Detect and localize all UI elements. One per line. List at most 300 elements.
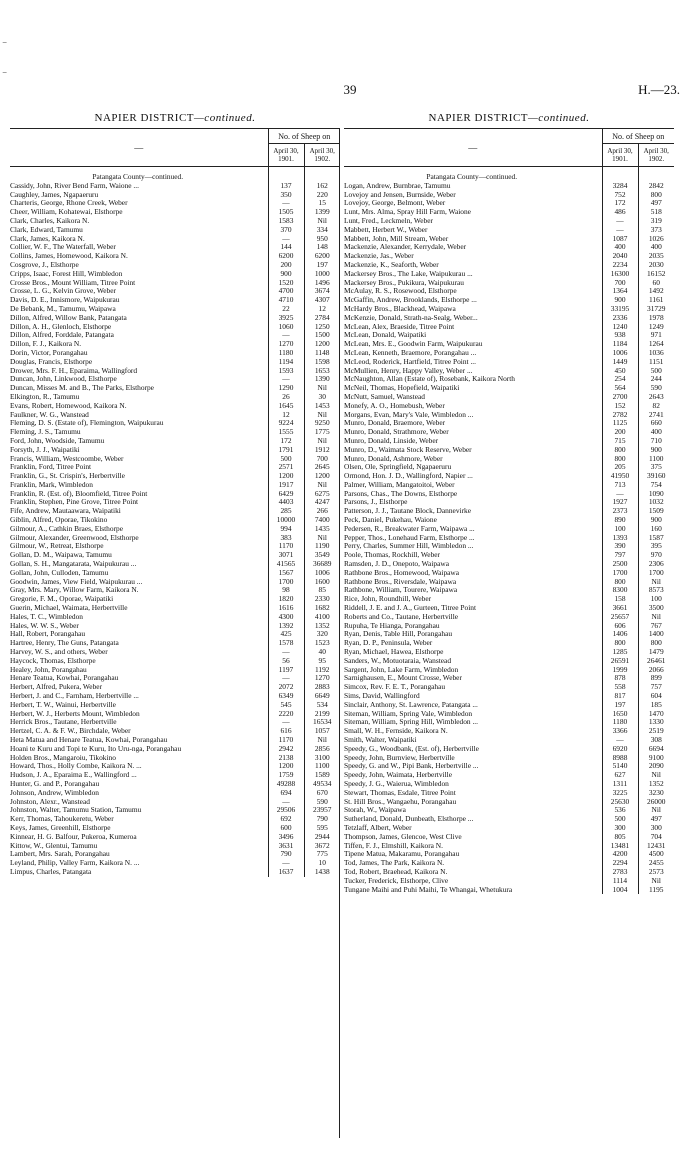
owner-entry: Kittow, W., Glentui, Tamumu [10,841,98,850]
sheep-1901: 49288 [268,780,304,789]
sheep-1902: Nil [651,770,661,780]
sheep-1902: 2330 [314,594,330,604]
owner-entry: Herbert, T. W., Wainui, Herbertville [10,700,116,709]
sheep-1901: 564 [602,384,638,393]
sheep-1901: 486 [602,208,638,217]
owner-entry: Johnson, Andrew, Wimbledon [10,788,99,797]
sheep-1902: 6275 [314,488,330,498]
sheep-1902: 1100 [648,453,664,463]
sheep-1902: 1400 [648,629,664,639]
table-row [10,666,340,675]
sheep-1902: 1190 [314,541,330,551]
sheep-1902: 500 [650,365,662,375]
left-column [10,108,340,877]
sheep-1901: — [268,331,304,340]
sheep-1902: 9250 [314,418,330,428]
sheep-1901: 5140 [602,762,638,771]
sheep-1902: 899 [650,673,662,683]
sheep-1902: 400 [650,242,662,252]
owner-entry: Clark, James, Kaikora N. [10,234,85,243]
owner-entry: Simcox, Rev. F. E. T., Porangahau [344,683,446,692]
sheep-1901: 800 [602,639,638,648]
sheep-1902: 2519 [648,726,664,736]
sheep-1901: 805 [602,833,638,842]
owner-entry: Gray, Mrs. Mary, Willow Farm, Kaikora N. [10,586,139,595]
sheep-1901: 172 [268,437,304,446]
sheep-1902: 534 [316,699,328,709]
column-divider [339,128,340,1138]
sheep-1902: 12 [318,303,326,313]
page-number: 39 [343,82,357,97]
sheep-1902: 1192 [314,664,330,674]
owner-entry: Sims, David, Wallingford [344,692,420,701]
sheep-1901: 41950 [602,472,638,481]
table-row [344,727,674,736]
sheep-1902: 1500 [314,330,330,340]
owner-entry: Dillon, F. J., Kaikora N. [10,340,82,349]
sheep-1901: — [268,235,304,244]
sheep-1902: 660 [650,418,662,428]
sheep-1901: 3284 [602,182,638,191]
sheep-1901: 13481 [602,842,638,851]
sheep-1902: 26000 [647,796,666,806]
sheep-1901: 3496 [268,833,304,842]
sheep-1902: 1912 [314,444,330,454]
district-title [10,108,340,128]
sheep-1901: 2336 [602,314,638,323]
sheep-1902: 970 [650,550,662,560]
sheep-1901: 2782 [602,411,638,420]
owner-entry: Herbert, W. J., Herberts Mount, Wimbledon [10,709,140,718]
sheep-1902: 1978 [648,312,664,322]
owner-entry: Lunt, Fred., Leckmeln, Weber [344,216,433,225]
sheep-1901: 4710 [268,296,304,305]
owner-entry: Dillon, Alfred, Willow Bank, Patangata [10,313,127,322]
owner-entry: Lambert, Mrs. Sarah, Porangahau [10,850,110,859]
sheep-1902: 767 [650,620,662,630]
owner-entry: Olsen, Ole, Springfield, Ngapaeruru [344,463,452,472]
sheep-1901: 2072 [268,683,304,692]
sheep-1901: 1820 [268,595,304,604]
sheep-1901: 350 [268,191,304,200]
sheep-1902: Nil [317,532,327,542]
sheep-1901: 1791 [268,446,304,455]
sheep-1902: 1270 [314,673,330,683]
sheep-1902: 1148 [314,347,330,357]
sheep-1902: Nil [317,735,327,744]
owner-entry: Lovejoy and Jensen, Burnside, Weber [344,190,456,199]
sheep-1901: 100 [602,525,638,534]
owner-entry: Herbert, Alfred, Pukera, Weber [10,683,103,692]
sheep-1901: 26 [268,393,304,402]
owner-entry: Franklin, Stephen, Pine Grove, Titree Point [10,498,139,507]
sheep-1902: 700 [316,453,328,463]
sheep-1901: 254 [602,375,638,384]
owner-entry: Gilmour, A., Cathkin Braes, Elsthorpe [10,524,124,533]
owner-entry: Duncan, Misses M. and B., The Parks, Elsthorpe [10,384,154,393]
owner-entry: Speedy, John, Burnview, Herbertville [344,753,455,762]
sheep-1902: 900 [650,444,662,454]
sheep-1901: 3631 [268,842,304,851]
table-row [344,217,674,226]
owner-entry: Tod, James, The Park, Kaikora N. [344,859,445,868]
owner-entry: Clark, Charles, Kaikora N. [10,216,90,225]
owner-entry: Hall, Robert, Porangahau [10,630,86,639]
district-title [344,108,674,128]
owner-entry: Gregorie, F. M., Oporae, Waipatiki [10,595,114,604]
sheep-1901: 4200 [602,850,638,859]
sheep-1902: 148 [316,242,328,252]
owner-entry: McGaffin, Andrew, Brooklands, Elsthorpe ... [344,296,477,305]
sheep-1901: 1578 [268,639,304,648]
owner-entry: Hertzel, C. A. & F. W., Birchdale, Weber [10,727,131,736]
owner-entry: Stewart, Thomas, Esdale, Titree Point [344,788,456,797]
sheep-1902: 6694 [648,743,664,753]
owner-entry: McAulay, R. S., Rosewood, Elsthorpe [344,287,457,296]
owner-entry: Siteman, William, Spring Hill, Wimbledon ... [344,718,479,727]
owner-entry: Giblin, Alfred, Oporae, Tikokino [10,516,108,525]
owner-entry: Limpus, Charles, Patangata [10,867,92,876]
sheep-1901: 2294 [602,859,638,868]
sheep-1901: 2220 [268,710,304,719]
owner-entry: Munro, Donald, Braemore, Weber [344,419,446,428]
sheep-1902: 2030 [648,259,664,269]
sheep-1902: 10 [318,858,326,868]
sheep-1901: 800 [602,446,638,455]
sheep-1902: 2741 [648,409,664,419]
sheep-1901: 1759 [268,771,304,780]
sheep-1902: 2573 [648,866,664,876]
sheep-1902: 400 [650,427,662,437]
owner-entry: Haycock, Thomas, Elsthorpe [10,656,96,665]
owner-entry: Monefy, A. O., Homebush, Weber [344,401,445,410]
sheep-1901: 16300 [602,270,638,279]
owner-entry: Riddell, J. E. and J. A., Gurteen, Titree Point [344,604,477,613]
sheep-1901: 2234 [602,261,638,270]
sheep-1901: 26591 [602,657,638,666]
table-row [10,384,340,393]
owner-entry: Drower, Mrs. F. H., Eparaima, Wallingford [10,366,138,375]
sheep-1901: 1200 [268,762,304,771]
table-row [10,648,340,657]
sheep-1902: 704 [650,831,662,841]
sheep-1901: 6429 [268,490,304,499]
owner-entry: Patterson, J. J., Tautane Block, Dannevirke [344,507,472,516]
sheep-1901: 3661 [602,604,638,613]
sheep-1901: 152 [602,402,638,411]
sheep-1901: 1290 [268,384,304,393]
sheep-1901: — [268,674,304,683]
owner-entry: Crosse, L. G., Kelvin Grove, Weber [10,287,116,296]
owner-entry: Herbert, J. and C., Farnham, Herbertville ... [10,692,139,701]
owner-entry: McLean, Alex, Braeside, Titree Point [344,322,455,331]
owner-entry: Cassidy, John, River Bend Farm, Waione ... [10,181,139,190]
owner-entry: Duncan, John, Linkwood, Elsthorpe [10,375,117,384]
table-row [10,789,340,798]
sheep-1902: 2883 [314,682,330,692]
owner-entry: Goodwin, James, View Field, Waipukurau ... [10,577,143,586]
sheep-1902: 800 [650,189,662,199]
owner-entry: Lunt, Mrs. Alma, Spray Hill Farm, Waione [344,208,471,217]
owner-entry: Tiffen, F. J., Elmshill, Kaikora N. [344,841,443,850]
sheep-1901: 205 [602,463,638,472]
sheep-1901: 900 [602,296,638,305]
sheep-1901: 10000 [268,516,304,525]
sheep-1902: 1523 [314,638,330,648]
owner-entry: Sargent, John, Lake Farm, Wimbledon [344,665,459,674]
owner-entry: Keys, James, Greenhill, Elsthorpe [10,823,111,832]
sheep-1901: 6920 [602,745,638,754]
sheep-1901: 1197 [268,666,304,675]
sheep-1902: 82 [652,400,660,410]
owner-entry: Johnston, Walter, Tamumu Station, Tamumu [10,806,142,815]
sheep-1902: 26461 [647,655,666,665]
owner-entry: Harvey, W. S., and others, Weber [10,648,108,657]
owner-entry: McLean, Mrs. E., Goodwin Farm, Waipukurau [344,340,483,349]
sheep-1901: 1060 [268,323,304,332]
sheep-1901: 1125 [602,419,638,428]
owner-entry: Gollan, D. M., Waipawa, Tamumu [10,551,112,560]
sheep-1902: 1352 [648,778,664,788]
sheep-1901: 400 [602,243,638,252]
sheep-1901: 800 [602,455,638,464]
sheep-1902: Nil [651,875,661,885]
sheep-1902: 8573 [648,585,664,595]
owner-entry: Johnston, Alexr., Wanstead [10,797,90,806]
sheep-1901: 450 [602,367,638,376]
sheep-1902: 3100 [314,752,330,762]
sheep-1901: — [268,718,304,727]
sheep-1902: 1682 [314,603,330,613]
sheep-1901: 606 [602,622,638,631]
owner-entry: Collins, James, Homewood, Kaikora N. [10,252,128,261]
owner-entry: McLean, Kenneth, Braemore, Porangahau ... [344,348,477,357]
sheep-1901: 2373 [602,507,638,516]
owner-entry: Fleming, D. S. (Estate of), Flemington, Waipukurau [10,419,164,428]
owner-entry: Roberts and Co., Tautane, Herbertville [344,612,459,621]
owner-entry: Gollan, S. H., Mangatarata, Waipukurau ... [10,560,137,569]
sheep-1901: 1449 [602,358,638,367]
owner-entry: Morgans, Evan, Mary's Vale, Wimbledon ... [344,410,474,419]
sheep-1901: — [268,648,304,657]
owner-entry: Speedy, J. G., Waierua, Wimbledon [344,779,449,788]
sheep-1902: Nil [317,435,327,445]
sheep-1902: Nil [317,409,327,419]
sheep-table [344,128,674,894]
owner-entry: Hoani te Kuru and Topi te Kuru, Ito Uru-nga, Porangahau [10,744,182,753]
owner-entry: Mabbett, John, Mill Stream, Weber [344,234,449,243]
sheep-1902: 4247 [314,497,330,507]
sheep-1901: 1392 [268,622,304,631]
sheep-1901: 8988 [602,754,638,763]
sheep-1901: 817 [602,692,638,701]
sheep-1902: 1470 [648,708,664,718]
sheep-1902: 1161 [648,295,664,305]
owner-entry: Munro, Donald, Linside, Weber [344,436,439,445]
owner-entry: Ryan, Michael, Hawea, Elsthorpe [344,648,444,657]
year-1902-header: April 30, 1902. [638,144,674,167]
sheep-1902: 1330 [648,717,664,727]
table-row [10,296,340,305]
sheep-1902: 1775 [314,427,330,437]
table-row [10,578,340,587]
owner-entry: Ryan, Denis, Table Hill, Porangahau [344,630,453,639]
owner-column-header: — [10,129,268,167]
sheep-1902: 1036 [648,347,664,357]
owner-entry: Gollan, John, Culloden, Tamumu [10,568,109,577]
owner-entry: Kinnear, H. G. Balfour, Pukeroa, Kumeroa [10,832,137,841]
sheep-1902: 16152 [647,268,666,278]
sheep-1902: 1399 [314,207,330,217]
sheep-1901: 22 [268,305,304,314]
sheep-1902: Nil [317,383,327,393]
sheep-1901: 41565 [268,560,304,569]
sheep-1902: 308 [650,735,662,744]
owner-entry: Thompson, James, Glencoe, West Clive [344,832,462,841]
sheep-1901: 390 [602,542,638,551]
sheep-1902: 595 [316,822,328,832]
sheep-1902: 2944 [314,831,330,841]
sheep-1902: 2199 [314,708,330,718]
owner-entry: Rathbone, William, Tourere, Waipawa [344,586,458,595]
sheep-1901: 3071 [268,551,304,560]
sheep-1902: 60 [652,277,660,287]
owner-column-header: — [344,129,602,167]
sheep-1901: 692 [268,815,304,824]
sheep-1901: 900 [268,270,304,279]
sheep-1902: 9100 [648,752,664,762]
owner-entry: Faulkner, W. G., Wanstead [10,410,89,419]
owner-entry: Tucker, Frederick, Elsthorpe, Clive [344,876,449,885]
sheep-1902: 604 [650,691,662,701]
right-column [344,108,674,894]
owner-entry: Small, W. H., Fernside, Kaikora N. [344,727,448,736]
sheep-1902: 2645 [314,462,330,472]
sheep-1901: 1505 [268,208,304,217]
owner-entry: Siteman, William, Spring Vale, Wimbledon [344,709,473,718]
owner-entry: Evans, Robert, Homewood, Kaikora N. [10,401,127,410]
owner-entry: Munro, Donald, Strathmore, Weber [344,428,449,437]
sheep-1901: 800 [602,578,638,587]
sheep-1901: 616 [268,727,304,736]
table-row [344,481,674,490]
sheep-1901: 2138 [268,754,304,763]
sheep-1902: 1026 [648,233,664,243]
district-title-main: NAPIER DISTRICT [428,112,529,124]
owner-entry: Dillon, Alfred, Forddale, Patangata [10,331,114,340]
sheep-1901: 1114 [602,877,638,886]
sheep-1902: Nil [651,576,661,586]
table-row [10,367,340,376]
sheep-1901: 1285 [602,648,638,657]
sheep-1902: 1700 [648,567,664,577]
sheep-1902: 162 [316,180,328,190]
sheep-1901: 383 [268,534,304,543]
table-row [10,710,340,719]
sheep-1901: 285 [268,507,304,516]
owner-entry: Tetzlaff, Albert, Weber [344,823,412,832]
sheep-1902: 790 [316,814,328,824]
owner-entry: Munro, Donald, Ashmore, Weber [344,454,443,463]
sheep-1901: 1393 [602,534,638,543]
sheep-1901: 2783 [602,868,638,877]
sheep-1901: 200 [268,261,304,270]
owner-entry: Charteris, George, Rhone Creek, Weber [10,199,128,208]
sheep-1902: 3500 [648,603,664,613]
owner-entry: Sarnighausen, E., Mount Crosse, Weber [344,674,462,683]
sheep-1901: 1200 [268,472,304,481]
sheep-1902: 1195 [648,884,664,894]
owner-entry: McNaughton, Allan (Estate of), Rosebank, Kaikora North [344,375,515,384]
sheep-1902: 23957 [313,805,332,815]
sheep-1902: 2643 [648,391,664,401]
margin-mark: ⁻ [2,40,8,51]
district-title-suffix: —continued. [194,112,256,124]
sheep-1901: 797 [602,551,638,560]
table-row [10,850,340,859]
owner-entry: Cheer, William, Kohatewai, Elsthorpe [10,208,123,217]
sheep-1902: 2856 [314,743,330,753]
sheep-count-header: No. of Sheep on [268,129,340,144]
sheep-1902: 31729 [647,303,666,313]
owner-entry: Guerin, Michael, Waimata, Herbertville [10,604,128,613]
owner-entry: Ramsden, J. D., Onepoto, Waipawa [344,560,449,569]
owner-entry: Forsyth, J. J., Waipatiki [10,445,80,454]
owner-entry: McKenzie, Donald, Strath-na-Sealg, Weber... [344,313,478,322]
sheep-1901: 3366 [602,727,638,736]
sheep-1901: 1180 [268,349,304,358]
sheep-1901: 1700 [602,569,638,578]
owner-entry: Ryan, D. P., Peninsula, Weber [344,639,433,648]
sheep-1901: 878 [602,674,638,683]
sheep-1902: 6200 [314,251,330,261]
page-reference: H.—23. [638,82,680,97]
sheep-1901: 1270 [268,340,304,349]
sheep-1902: 3549 [314,550,330,560]
margin-mark: ⁻ [2,70,8,81]
sheep-1901: — [602,226,638,235]
sheep-1901: 500 [268,455,304,464]
sheep-1902: Nil [317,479,327,489]
owner-entry: Speedy, John, Waimata, Herbertville [344,771,452,780]
sheep-1902: 1090 [648,488,664,498]
sheep-1901: 700 [602,279,638,288]
owner-entry: Mabbett, Herbert W., Weber [344,225,428,234]
sheep-1901: 33195 [602,305,638,314]
sheep-1901: 600 [268,824,304,833]
year-1901-header: April 30, 1901. [602,144,638,167]
sheep-1902: Nil [651,611,661,621]
sheep-1901: 8300 [602,586,638,595]
owner-entry: Crosse Bros., Mount William, Titree Point [10,278,136,287]
table-row [10,868,340,877]
sheep-1901: 1006 [602,349,638,358]
sheep-1902: 2035 [648,251,664,261]
owner-entry: Davis, D. E., Innismore, Waipukurau [10,296,120,305]
sheep-1901: 197 [602,701,638,710]
owner-entry: Franklin, R. (Est. of), Bloomfield, Titree Point [10,489,148,498]
owner-entry: Kerr, Thomas, Tahoukeretu, Weber [10,815,114,824]
owner-entry: Franklin, Mark, Wimbledon [10,480,93,489]
owner-entry: Francis, William, Westcoombe, Weber [10,454,124,463]
sheep-1902: 39160 [647,471,666,481]
year-1901-header: April 30, 1901. [268,144,304,167]
sheep-1902: 1496 [314,277,330,287]
sheep-1901: 627 [602,771,638,780]
sheep-1902: 6649 [314,691,330,701]
sheep-1902: 1352 [314,620,330,630]
sheep-1901: 558 [602,683,638,692]
